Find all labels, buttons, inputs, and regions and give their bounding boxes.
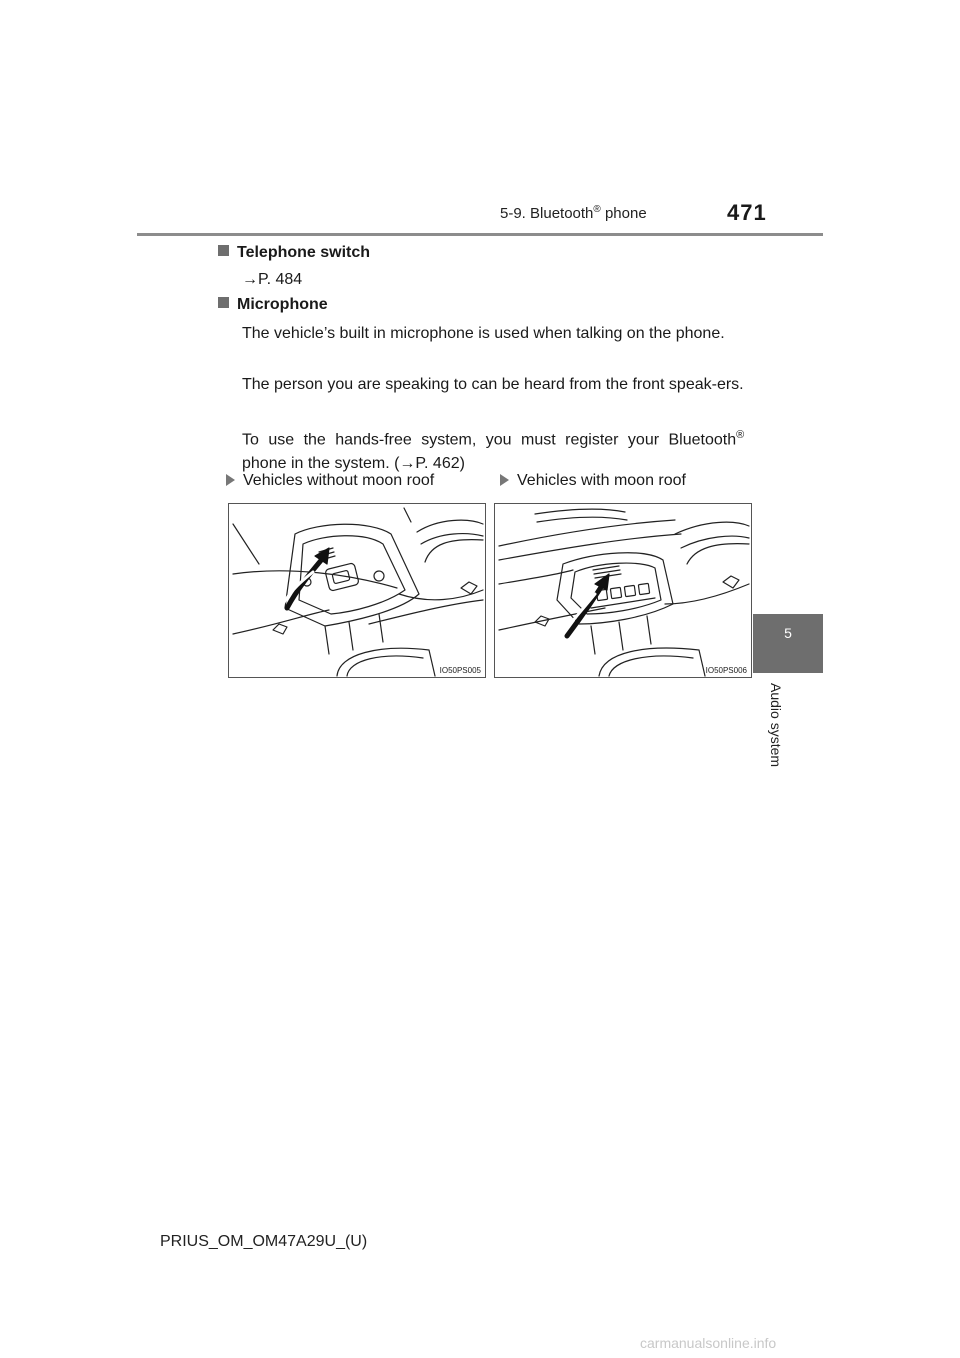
document-code: PRIUS_OM_OM47A29U_(U) [160, 1233, 368, 1250]
heading-microphone-text: Microphone [237, 296, 328, 313]
header-rule [137, 233, 823, 236]
telephone-switch-reference: →P. 484 [242, 271, 303, 288]
chapter-label: Audio system [768, 683, 784, 768]
microphone-paragraph-1: The vehicle’s built in microphone is used when talking on the phone. [242, 325, 725, 342]
figure-with-moon-roof [494, 503, 752, 678]
section-title [500, 204, 647, 222]
arrow-bullet-icon [226, 474, 235, 486]
chapter-number: 5 [784, 625, 792, 641]
heading-telephone-switch [218, 244, 370, 262]
heading-telephone-switch-text: Telephone switch [237, 244, 371, 261]
registered-mark: ® [736, 429, 745, 441]
figure-without-moon-roof [228, 503, 486, 678]
microphone-paragraph-3b: phone in the system. (→P. 462) [242, 455, 465, 473]
overhead-console-illustration [229, 504, 485, 677]
section-title-prefix: 5-9. Bluetooth [500, 205, 594, 222]
arrow-bullet-icon [500, 474, 509, 486]
chapter-tab [753, 614, 823, 673]
square-bullet-icon [218, 297, 229, 308]
microphone-paragraph-3a: To use the hands-free system, you must register your Bluetooth [242, 431, 737, 449]
square-bullet-icon [218, 245, 229, 256]
watermark: carmanualsonline.info [640, 1335, 777, 1351]
figure-caption-2 [500, 472, 686, 490]
overhead-console-moonroof-illustration [495, 504, 751, 677]
microphone-paragraph-3 [242, 423, 762, 476]
chapter-label-wrap [766, 683, 788, 773]
figure-caption-1-text: Vehicles without moon roof [243, 472, 435, 489]
section-title-suffix: phone [600, 205, 647, 222]
registered-mark: ® [593, 204, 601, 215]
page-number: 471 [727, 200, 767, 225]
heading-microphone [218, 296, 328, 314]
figure-caption-1 [226, 472, 434, 490]
figure-caption-2-text: Vehicles with moon roof [517, 472, 686, 489]
figure-code-1: IO50PS005 [439, 666, 481, 675]
figure-code-2: IO50PS006 [705, 666, 747, 675]
microphone-paragraph-2: The person you are speaking to can be heard from the front speak-ers. [242, 376, 744, 393]
